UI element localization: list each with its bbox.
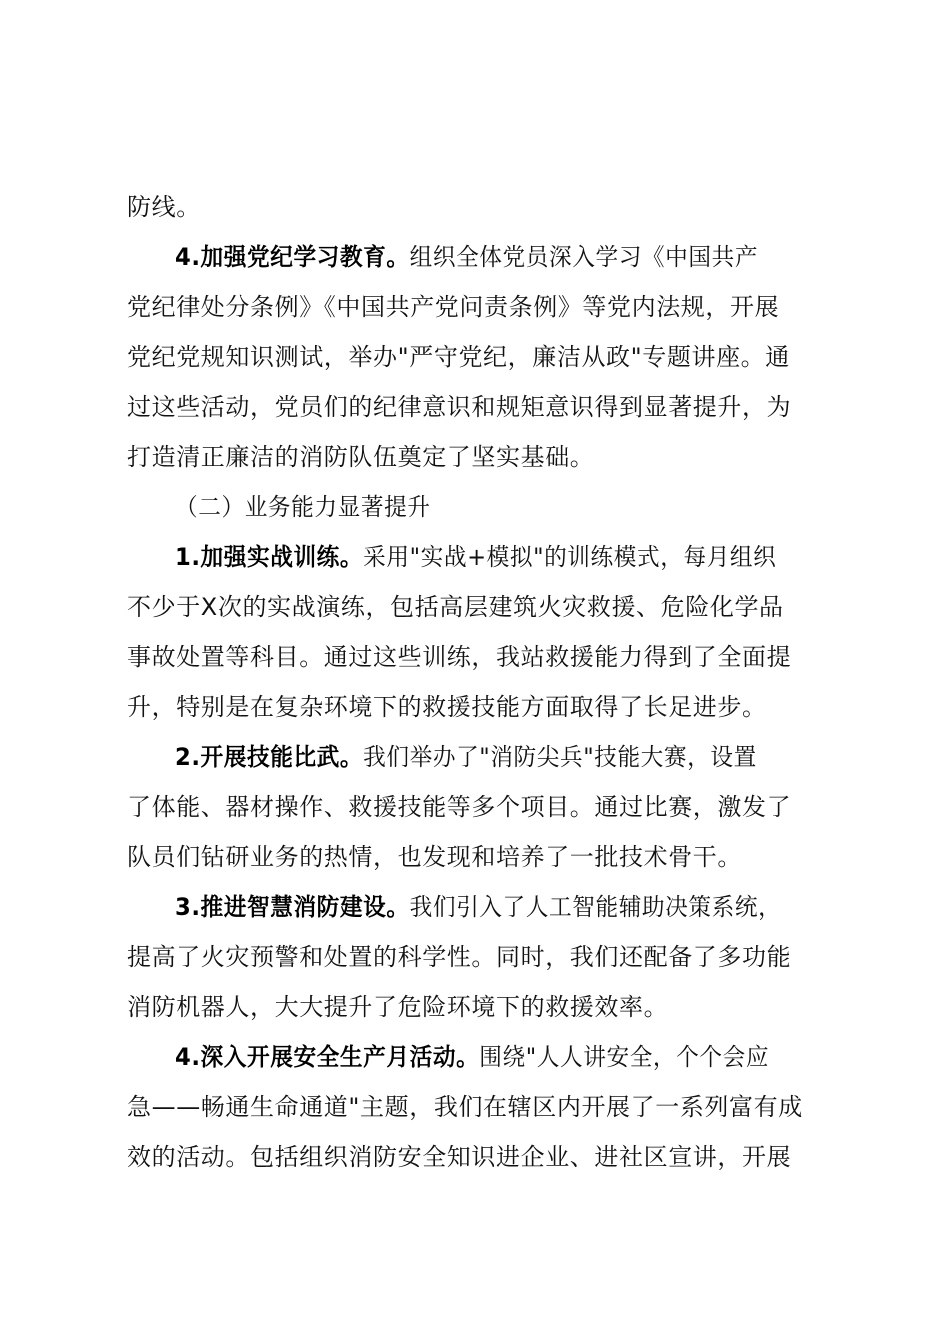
- paragraph-line: [127, 1090, 847, 1124]
- line-text: 党纪律处分条例》《中国共产党问责条例》等党内法规，开展: [127, 293, 780, 321]
- paragraph-line: [127, 790, 847, 824]
- paragraph-line: [127, 440, 847, 474]
- line-text: 我们引入了人工智能辅助决策系统，: [409, 893, 782, 921]
- item-heading: 3.推进智慧消防建设。: [175, 893, 410, 921]
- item-heading: 4.深入开展安全生产月活动。: [175, 1043, 480, 1071]
- paragraph-line: [127, 340, 847, 374]
- line-text: 过这些活动，党员们的纪律意识和规矩意识得到显著提升，为: [127, 393, 792, 421]
- line-text: 组织全体党员深入学习《中国共产: [409, 243, 759, 271]
- line-text: 队员们钻研业务的热情，也发现和培养了一批技术骨干。: [127, 843, 742, 871]
- line-text: 不少于X次的实战演练，包括高层建筑火灾救援、危险化学品: [127, 593, 784, 621]
- item-heading: 1.加强实战训练。: [175, 543, 364, 571]
- line-text: 党纪党规知识测试，举办"严守党纪，廉洁从政"专题讲座。通: [127, 343, 790, 371]
- paragraph-line: [127, 990, 847, 1024]
- paragraph-line: [175, 740, 855, 774]
- line-text: 打造清正廉洁的消防队伍奠定了坚实基础。: [127, 443, 595, 471]
- line-text: 围绕"人人讲安全，个个会应: [479, 1043, 770, 1071]
- paragraph-line: [175, 890, 855, 924]
- line-text: 提高了火灾预警和处置的科学性。同时，我们还配备了多功能: [127, 943, 792, 971]
- item-heading: 4.加强党纪学习教育。: [175, 243, 410, 271]
- line-text: 事故处置等科目。通过这些训练，我站救援能力得到了全面提: [127, 643, 792, 671]
- paragraph-line: [127, 840, 847, 874]
- paragraph-line: [127, 390, 847, 424]
- paragraph-line: [175, 540, 855, 574]
- paragraph-line: [127, 640, 847, 674]
- line-text: 我们举办了"消防尖兵"技能大赛，设置: [363, 743, 757, 771]
- paragraph-line: [127, 190, 847, 224]
- line-text: （二）业务能力显著提升: [175, 493, 431, 521]
- line-text: 升，特别是在复杂环境下的救援技能方面取得了长足进步。: [127, 693, 767, 721]
- paragraph-line: [127, 290, 847, 324]
- line-text: 急——畅通生命通道"主题，我们在辖区内开展了一系列富有成: [127, 1093, 803, 1121]
- line-text: 消防机器人，大大提升了危险环境下的救援效率。: [127, 993, 669, 1021]
- paragraph-line: [127, 690, 847, 724]
- section-heading: [175, 490, 855, 524]
- paragraph-line: [175, 240, 855, 274]
- item-heading: 2.开展技能比武。: [175, 743, 364, 771]
- paragraph-line: [127, 590, 847, 624]
- paragraph-line: [175, 1040, 855, 1074]
- paragraph-line: [127, 940, 847, 974]
- line-text: 采用"实战+模拟"的训练模式，每月组织: [363, 543, 777, 571]
- line-text: 防线。: [127, 193, 201, 221]
- line-text: 了体能、器材操作、救援技能等多个项目。通过比赛，激发了: [127, 793, 792, 821]
- paragraph-line: [127, 1140, 847, 1174]
- line-text: 效的活动。包括组织消防安全知识进企业、进社区宣讲，开展: [127, 1143, 792, 1171]
